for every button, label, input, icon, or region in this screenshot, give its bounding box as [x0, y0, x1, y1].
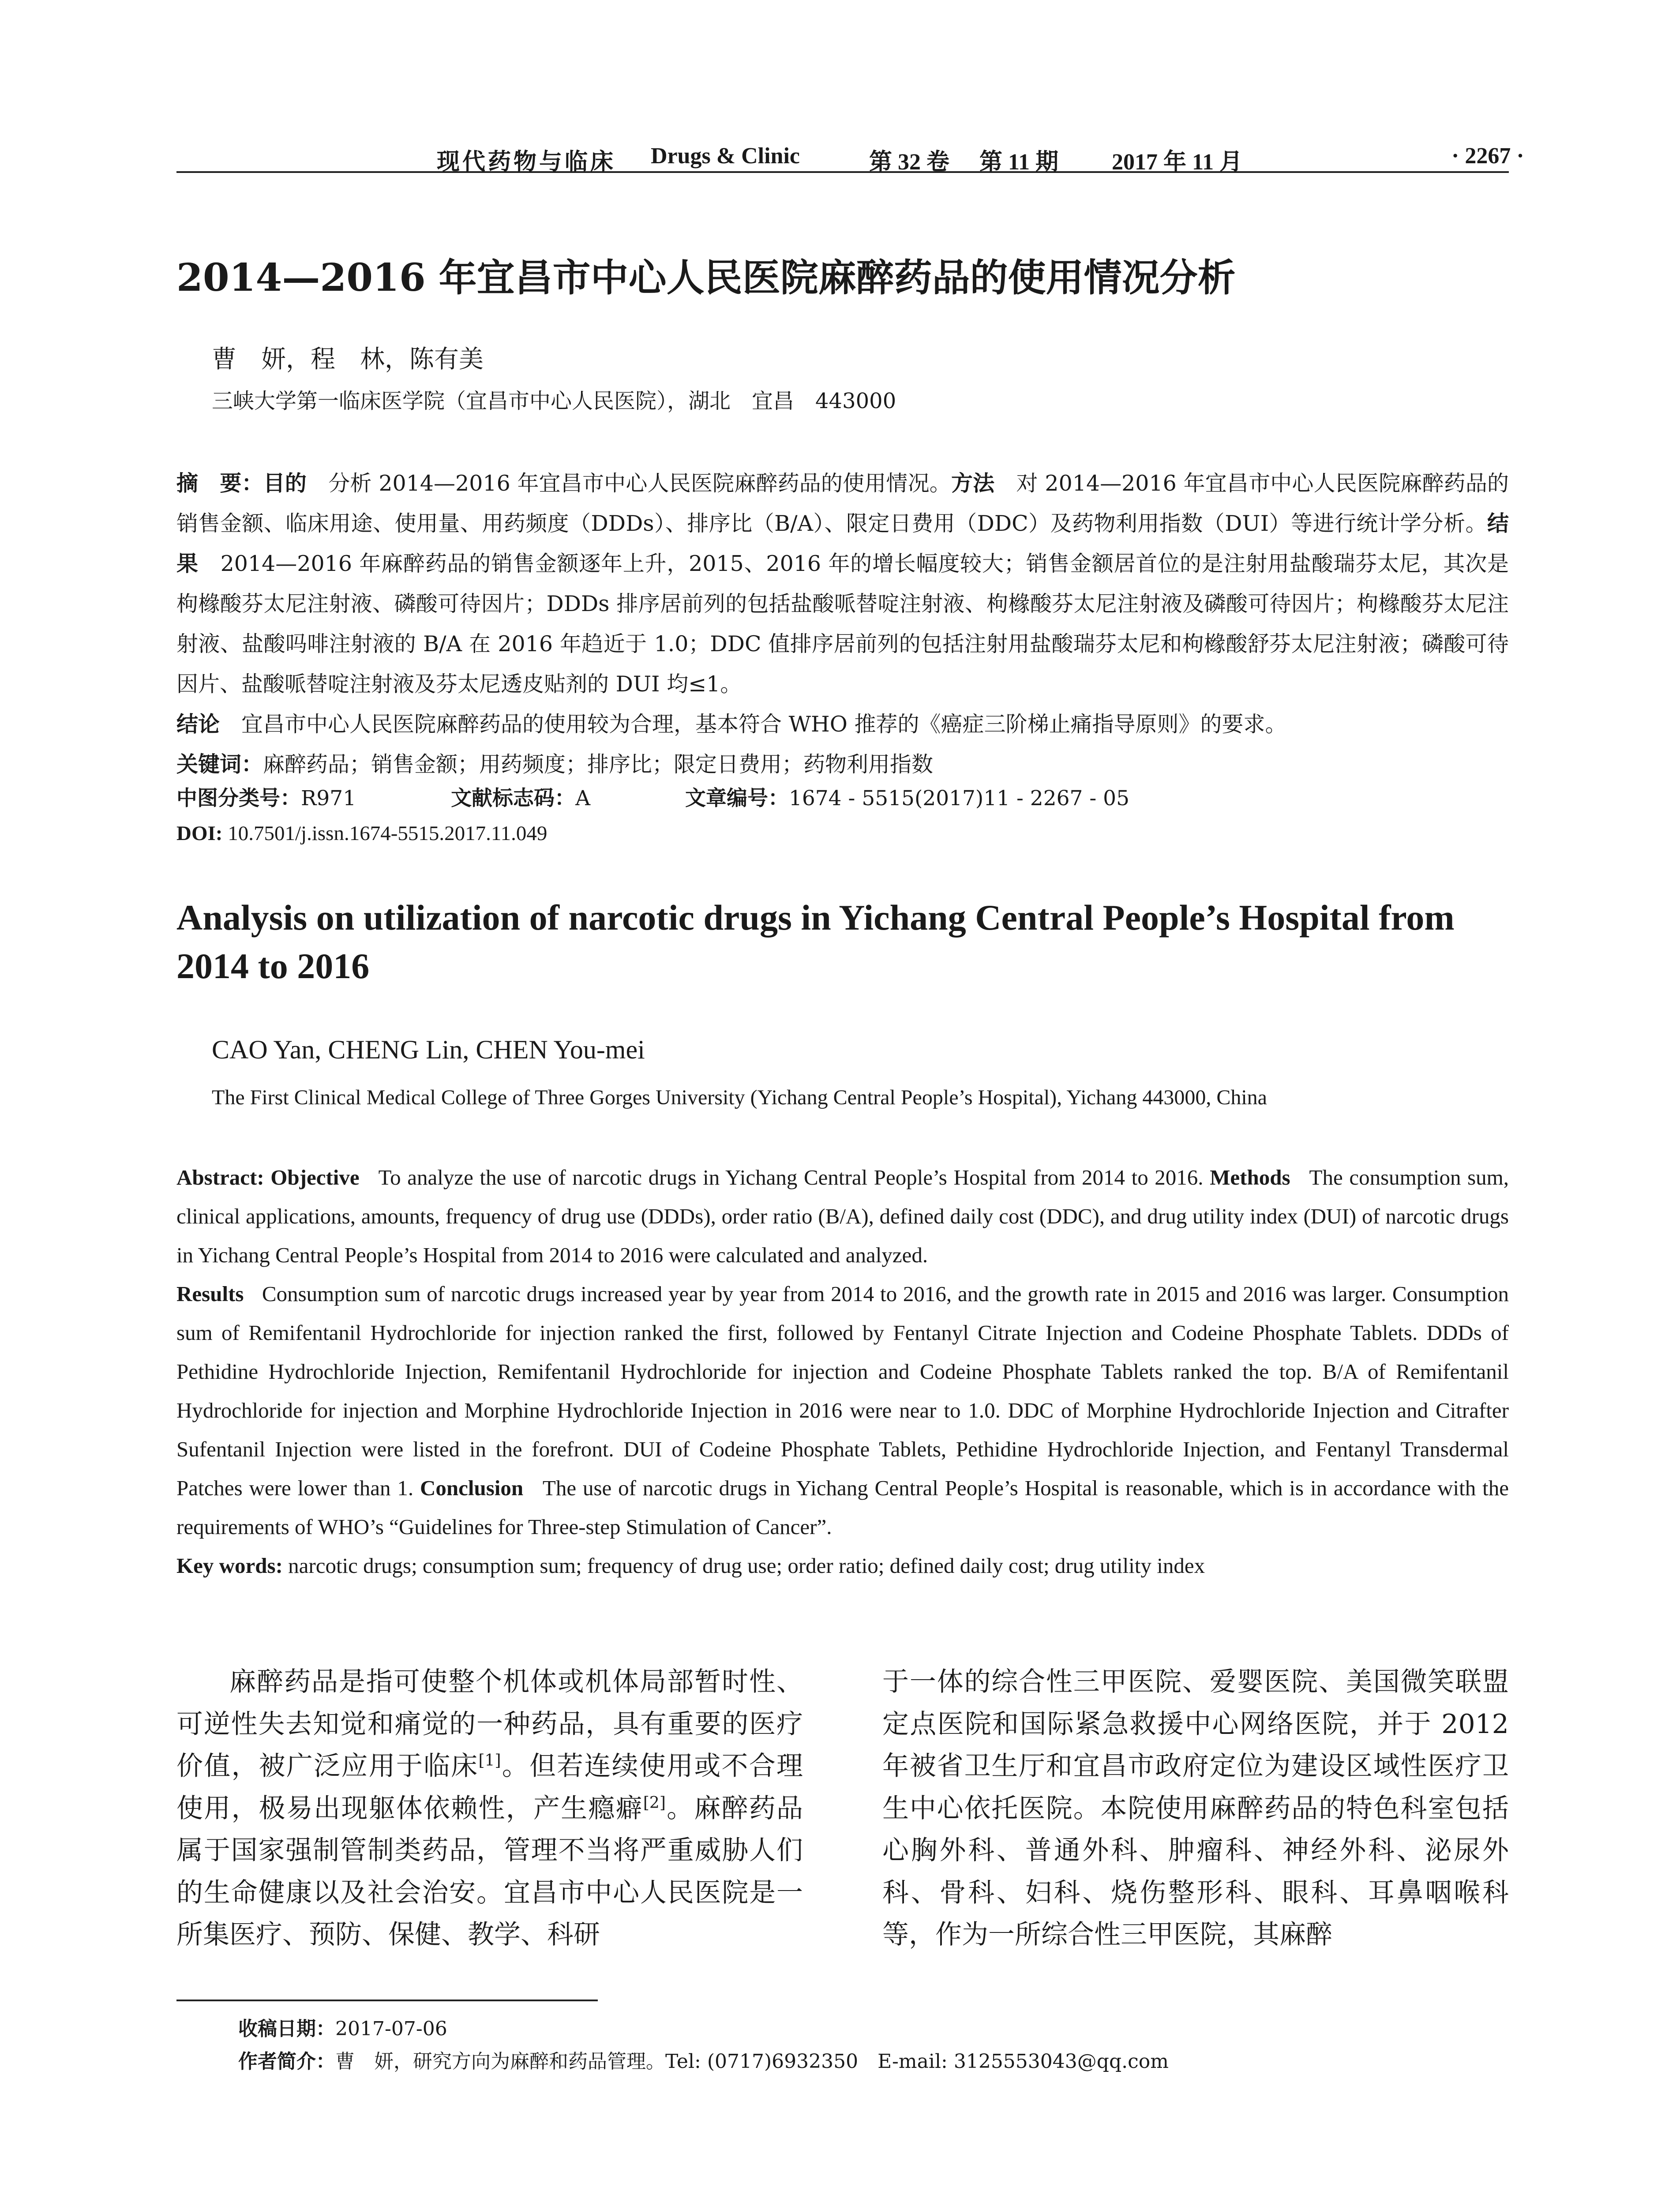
- article-number-value: 1674 - 5515(2017)11 - 2267 - 05: [788, 786, 1129, 810]
- abstract-cn-objective-label: 目的: [263, 471, 307, 496]
- abstract-en-results: Consumption sum of narcotic drugs increased year by year from 2014 to 2016, and the growth rate in 2015 and 2016 was larger. Consumption sum of Remifentanil Hydrochloride for injection ranked the first, followed by Fentanyl Citrate Injection and Codeine Phosphate Tablets. DDDs of Pethidine Hydrochloride Injection, Remifentanil Hydrochloride for injection and Codeine Phosphate Tablets ranked the top. B/A of Remifentanil Hydrochloride for injection and Morphine Hydrochloride Injection in 2016 were near to 1.0. DDC of Morphine Hydrochloride Injection and Citrafter Sufentanil Injection were listed in the forefront. DUI of Codeine Phosphate Tablets, Pethidine Hydrochloride Injection, and Fentanyl Transdermal Patches were lower than 1.: [176, 1282, 1509, 1500]
- received-label: 收稿日期：: [238, 2018, 335, 2040]
- issue-date: 2017 年 11 月: [1112, 150, 1243, 175]
- authors-en: CAO Yan, CHENG Lin, CHEN You-mei: [212, 1035, 645, 1064]
- abstract-en-label: Abstract:: [176, 1165, 264, 1189]
- keywords-en: narcotic drugs; consumption sum; frequency of drug use; order ratio; defined daily cost; drug utility index: [288, 1553, 1205, 1578]
- footnote-rule: [176, 2000, 598, 2001]
- abstract-en: [176, 1158, 1509, 1585]
- abstract-en-methods: The consumption sum, clinical applications, amounts, frequency of drug use (DDDs), order ratio (B/A), defined daily cost (DDC), and drug utility index (DUI) of narcotic drugs in Yichang Central People’s Hospital from 2014 to 2016 were calculated and analyzed.: [176, 1165, 1509, 1267]
- abstract-en-objective: To analyze the use of narcotic drugs in Yichang Central People’s Hospital from 2014 to 2016.: [378, 1165, 1204, 1189]
- body-column-left: [176, 1661, 803, 1956]
- volume: 第 32 卷: [869, 150, 950, 175]
- doi-value[interactable]: 10.7501/j.issn.1674-5515.2017.11.049: [228, 822, 548, 845]
- abstract-cn-methods: 对 2014—2016 年宜昌市中心人民医院麻醉药品的销售金额、临床用途、使用量、用药频度（DDDs）、排序比（B/A）、限定日费用（DDC）及药物利用指数（DUI）等进行统计学分析。: [176, 471, 1509, 536]
- doc-code-label: 文献标志码：: [451, 786, 576, 810]
- affiliation-en: The First Clinical Medical College of Three Gorges University (Yichang Central People’s Hospital), Yichang 443000, China: [212, 1086, 1267, 1109]
- abstract-cn-objective: 分析 2014—2016 年宜昌市中心人民医院麻醉药品的使用情况。: [328, 471, 951, 496]
- abstract-en-conclusion-label: Conclusion: [420, 1476, 524, 1500]
- title-cn: 2014—2016 年宜昌市中心人民医院麻醉药品的使用情况分析: [176, 255, 1236, 300]
- author-bio: 曹 妍，研究方向为麻醉和药品管理。Tel: (0717)6932350 E-mail: 3125553043@qq.com: [335, 2050, 1169, 2073]
- abstract-cn: [176, 463, 1509, 784]
- running-header: [176, 140, 1524, 175]
- citation-1[interactable]: [1]: [478, 1752, 501, 1770]
- abstract-en-results-label: Results: [176, 1282, 244, 1306]
- doi-label: DOI:: [176, 822, 223, 845]
- page-number: · 2267 ·: [1451, 143, 1524, 169]
- footnote-author: [238, 2045, 1169, 2074]
- abstract-cn-methods-label: 方法: [951, 471, 995, 496]
- received-date: 2017-07-06: [335, 2018, 447, 2040]
- abstract-en-conclusion: The use of narcotic drugs in Yichang Central People’s Hospital is reasonable, which is in accordance with the requirements of WHO’s “Guidelines for Three-step Stimulation of Cancer”.: [176, 1476, 1509, 1539]
- abstract-en-objective-label: Objective: [270, 1165, 360, 1189]
- doi-line: [176, 822, 547, 845]
- abstract-cn-results-label: 结果: [176, 511, 1509, 576]
- body-left-text-c: 。麻醉药品属于国家强制管制类药品，管理不当将严重威胁人们的生命健康以及社会治安。宜昌市中心人民医院是一所集医疗、预防、保健、教学、科研: [176, 1793, 803, 1950]
- journal-name-en: Drugs & Clinic: [651, 143, 800, 169]
- footnote-received: [238, 2013, 447, 2041]
- issue: 第 11 期: [979, 150, 1059, 175]
- title-en: Analysis on utilization of narcotic drugs in Yichang Central People’s Hospital from 2014 to 2016: [176, 897, 1455, 986]
- clc-label: 中图分类号：: [176, 786, 301, 810]
- abstract-cn-label: 摘 要：: [176, 471, 263, 496]
- clc-value: R971: [301, 786, 356, 810]
- keywords-cn-label: 关键词：: [176, 752, 263, 777]
- body-column-right: 于一体的综合性三甲医院、爱婴医院、美国微笑联盟定点医院和国际紧急救援中心网络医院，并于 2012 年被省卫生厅和宜昌市政府定位为建设区域性医疗卫生中心依托医院。本院使用麻醉药品的特色科室包括心胸外科、普通外科、肿瘤科、神经外科、泌尿外科、骨科、妇科、烧伤整形科、眼科、耳鼻咽喉科等，作为一所综合性三甲医院，其麻醉: [882, 1666, 1509, 1950]
- author-bio-label: 作者简介：: [238, 2050, 335, 2073]
- body-left-text-a: 麻醉药品是指可使整个机体或机体局部暂时性、可逆性失去知觉和痛觉的一种药品，具有重要的医疗价值，被广泛应用于临床: [176, 1666, 803, 1782]
- doc-code-value: A: [575, 786, 591, 810]
- abstract-cn-conclusion-label: 结论: [176, 712, 220, 737]
- article-number-label: 文章编号：: [685, 786, 789, 810]
- journal-name-cn: 现代药物与临床: [437, 149, 616, 175]
- authors-cn: 曹 妍，程 林，陈有美: [212, 345, 484, 374]
- body-left-text-b: 。但若连续使用或不合理使用，极易出现躯体依赖性，产生瘾癖: [176, 1751, 803, 1824]
- abstract-en-methods-label: Methods: [1210, 1165, 1290, 1189]
- abstract-cn-conclusion: 宜昌市中心人民医院麻醉药品的使用较为合理，基本符合 WHO 推荐的《癌症三阶梯止痛指导原则》的要求。: [241, 712, 1287, 737]
- citation-2[interactable]: [2]: [643, 1793, 666, 1812]
- abstract-cn-results: 2014—2016 年麻醉药品的销售金额逐年上升，2015、2016 年的增长幅度较大；销售金额居首位的是注射用盐酸瑞芬太尼，其次是枸橼酸芬太尼注射液、磷酸可待因片；DDDs 排序居前列的包括盐酸哌替啶注射液、枸橼酸芬太尼注射液及磷酸可待因片；枸橼酸芬太尼注射液、盐酸吗啡注射液的 B/A 在 2016 年趋近于 1.0；DDC 值排序居前列的包括注射用盐酸瑞芬太尼和枸橼酸舒芬太尼注射液；磷酸可待因片、盐酸哌替啶注射液及芬太尼透皮贴剂的 DUI 均≤1。: [176, 551, 1509, 697]
- classification-line: [176, 782, 1129, 811]
- affiliation-cn: 三峡大学第一临床医学院（宜昌市中心人民医院），湖北 宜昌 443000: [212, 389, 896, 413]
- keywords-cn: 麻醉药品；销售金额；用药频度；排序比；限定日费用；药物利用指数: [263, 752, 934, 777]
- keywords-en-label: Key words:: [176, 1553, 283, 1578]
